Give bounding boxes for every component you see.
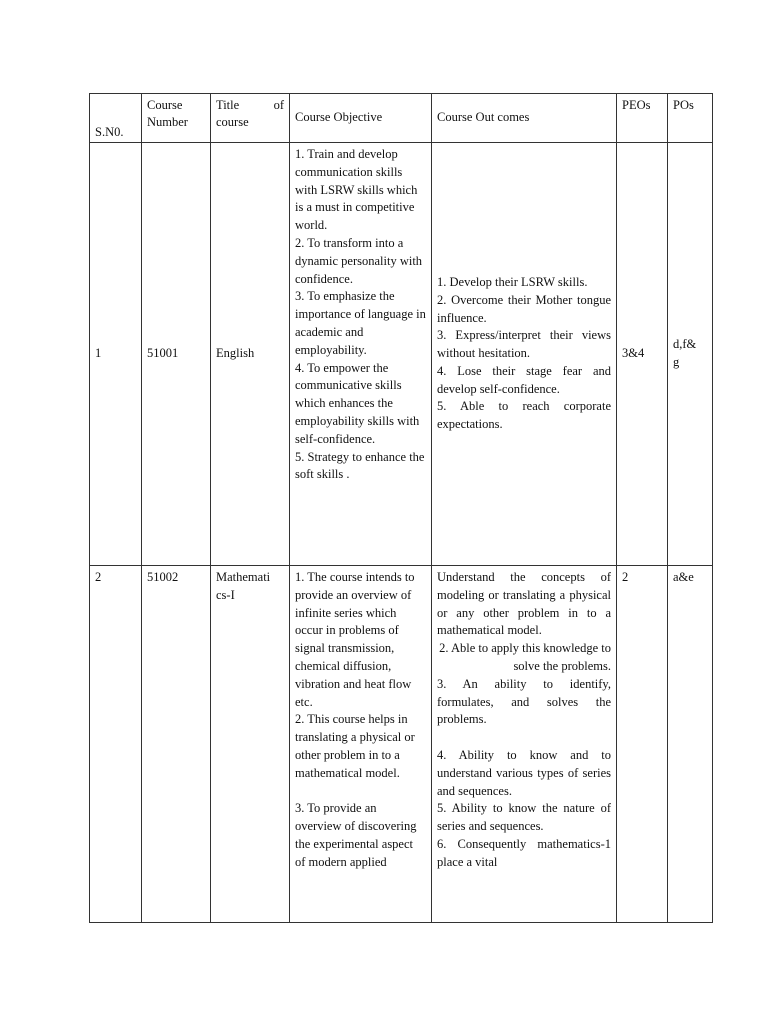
row-pos: a&e xyxy=(668,566,713,923)
row-objectives xyxy=(290,566,432,923)
objective-item: 3. To emphasize the importance of language in academic and employability. xyxy=(295,289,426,357)
objective-item: 4. To empower the communicative skills which enhances the employability skills with self-confidence. xyxy=(295,360,420,446)
outcome-item: 5. Able to reach corporate expectations. xyxy=(437,399,611,432)
header-outcomes: Course Out comes xyxy=(432,94,617,143)
title-line: cs-I xyxy=(216,587,235,602)
row-course-number: 51002 xyxy=(142,566,211,923)
header-sno: S.N0. xyxy=(90,94,142,143)
header-course-number: Course Number xyxy=(142,94,211,143)
objective-item: 2. To transform into a dynamic personality with confidence. xyxy=(295,235,423,286)
row-peos: 3&4 xyxy=(617,143,668,566)
outcome-item: 3. An ability to identify, formulates, and solves the problems. xyxy=(437,676,611,727)
spacer xyxy=(295,783,426,801)
outcome-item: 5. Ability to know the nature of series and sequences. xyxy=(437,801,611,834)
objective-item: 5. Strategy to enhance the soft skills . xyxy=(295,449,425,482)
spacer xyxy=(437,729,611,747)
row-objectives xyxy=(290,143,432,566)
row-pos xyxy=(668,143,713,566)
header-objective: Course Objective xyxy=(290,94,432,143)
row-peos: 2 xyxy=(617,566,668,923)
row-outcomes xyxy=(432,566,617,923)
objective-item: 2. This course helps in translating a physical or other problem in to a mathematical model. xyxy=(295,712,415,780)
objective-item: 3. To provide an overview of discovering the experimental aspect of modern applied xyxy=(295,801,417,869)
row-outcomes xyxy=(432,143,617,566)
objective-item: 1. Train and develop communication skills with LSRW skills which is a must in competitive world. xyxy=(295,147,418,233)
header-title: Title of course xyxy=(211,94,290,143)
table-row xyxy=(90,143,713,566)
outcome-item: 4. Lose their stage fear and develop self-confidence. xyxy=(437,363,611,396)
outcome-item: 2. Overcome their Mother tongue influence. xyxy=(437,292,611,325)
outcome-item: 1. Develop their LSRW skills. xyxy=(437,274,588,289)
header-row xyxy=(90,94,713,143)
header-pos: POs xyxy=(668,94,713,143)
outcome-item: 6. Consequently mathematics-1 place a vital xyxy=(437,836,611,869)
course-table xyxy=(89,93,713,923)
row-sno: 1 xyxy=(90,143,142,566)
outcome-item: 2. Able to apply this knowledge to solve the problems. xyxy=(439,641,611,673)
pos-line: d,f& xyxy=(673,337,697,352)
row-course-number: 51001 xyxy=(142,143,211,566)
row-title: English xyxy=(211,143,290,566)
outcome-item: Understand the concepts of modeling or translating a physical or any other problem in to a mathematical model. xyxy=(437,570,611,638)
row-title xyxy=(211,566,290,923)
objective-item: 1. The course intends to provide an overview of infinite series which occur in problems of signal transmission, chemical diffusion, vibration and heat flow etc. xyxy=(295,570,415,709)
table-row xyxy=(90,566,713,923)
outcome-item: 3. Express/interpret their views without hesitation. xyxy=(437,328,611,361)
row-sno: 2 xyxy=(90,566,142,923)
header-peos: PEOs xyxy=(617,94,668,143)
pos-line: g xyxy=(673,355,680,369)
title-line: Mathemati xyxy=(216,570,271,584)
outcome-item: 4. Ability to know and to understand various types of series and sequences. xyxy=(437,747,611,798)
